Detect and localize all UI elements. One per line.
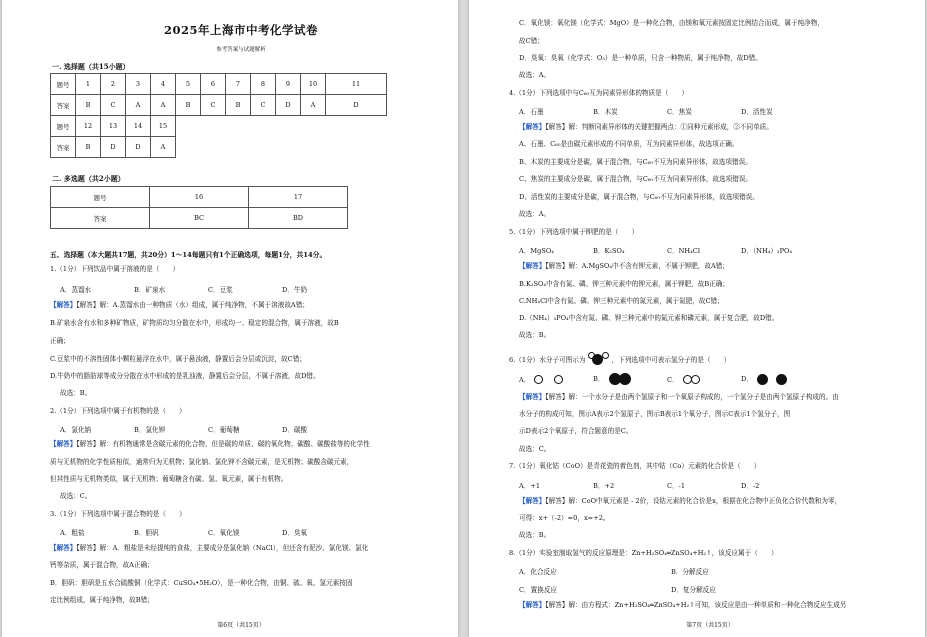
- question-5: 5.（1分）下列选项中属于钾肥的是（ ）: [509, 228, 639, 236]
- explanation-line: B．胆矾：胆矾是五水合硫酸铜（化学式：CuSO₄•5H₂O），是一种化合物，由铜、硫、氧、氢元素按固: [50, 579, 353, 587]
- section-1-heading: 一. 选择题（共15小题）: [52, 62, 130, 71]
- explanation-line: C.NH₄Cl中含有氮、磷、钾三种元素中的氮元素，属于氮肥，故C错；: [519, 297, 724, 305]
- explanation-line: 但其性质与无机物类似，属于无机物；葡萄糖含有碳、氢、氧元素，属于有机物。: [50, 475, 288, 483]
- question-6: [509, 354, 901, 366]
- explanation-text: 【解答】解：CoO中氧元素是 - 2价，设钴元素的化合价是x，根据在化合物中正负化合价代数和为零，: [545, 497, 842, 505]
- hydrogen-atom-icon: [554, 375, 563, 384]
- table-row: 题号 16 17: [51, 187, 348, 208]
- answer-line: 故选：A。: [519, 210, 551, 218]
- explanation-line: D．臭氧：臭氧（化学式：O₃）是一种单质，只含一种物质，属于纯净物，故D错。: [519, 54, 762, 62]
- explanation-line: 【解答】【解答】解：一个水分子是由两个氢原子和一个氧原子构成的，一个氢分子是由两个氢原子构成的。由: [519, 393, 839, 401]
- explanation-line: B、木炭的主要成分是碳，属于混合物，与C₆₀不互为同素异形体，故选项错误。: [519, 158, 752, 166]
- question-7: 7.（1分）氧化钴（CoO）是青花瓷的着色剂，其中钴（Co）元素的化合价是（ ）: [509, 462, 761, 470]
- explanation-text: 【解答】解：有机物通常是含碳元素的化合物，但是碳的单质、碳的氧化物、碳酸、碳酸盐等的化学性: [76, 440, 370, 448]
- explanation-line: 定比例组成，属于纯净物，故B错；: [50, 596, 154, 604]
- answer-line: 故选：C。: [519, 445, 551, 453]
- answer-line: 故选：B。: [519, 531, 551, 539]
- section-5-heading: 五、选择题（本大题共17题，共20分）1～14每题只有1个正确选项，每题1分，共14分。: [50, 251, 327, 259]
- explanation-line: 钙等杂质，属于混合物，故A正确；: [50, 561, 154, 569]
- oxygen-atom-icon: [619, 373, 631, 385]
- question-1-options: A．蒸馏水 B．矿泉水 C．豆浆 D．牛奶: [60, 286, 308, 294]
- question-3-options: A．粗盐 B．胆矾 C．氧化镁 D．臭氧: [60, 529, 308, 537]
- option-c: C．: [667, 374, 741, 385]
- exam-subtitle: 参考答案与试题解析: [216, 47, 266, 53]
- explanation-text: 【解答】解：由方程式：Zn+H₂SO₄═ZnSO₄+H₂↑可知，该反应是由一种单质和一种化合物反应生成另: [545, 601, 847, 609]
- answer-line: 故选：A。: [519, 71, 551, 79]
- page-6: [2, 0, 458, 637]
- table-row: 答案 BC BD: [51, 208, 348, 229]
- explanation-line: 质与无机物的化学性质相似，通常归为无机物；氯化钠、氯化钾不含碳元素，是无机物；碳酸含碳元素，: [50, 458, 354, 466]
- answer-line: 故选：C。: [60, 492, 92, 500]
- question-6-text-b: ，下列选项中可表示氢分子的是（ ）: [611, 356, 731, 364]
- table-row: 答案 B C A A B C B C D A D: [51, 95, 387, 116]
- question-5-options: A．MgSO₄ B．K₂SO₄ C．NH₄Cl D．（NH₄）₃PO₄: [519, 247, 793, 255]
- explanation-text: 【解答】解：A.MgSO₄中不含有钾元素，不属于钾肥，故A错；: [545, 262, 729, 270]
- explanation-text: 【解答】解：判断同素异形体的关键把握两点：①同种元素形成，②不同单质。: [545, 123, 773, 131]
- hydrogen-atom-icon: [691, 375, 700, 384]
- question-7-options: A．+1 B．+2 C．-1 D．-2: [519, 482, 760, 490]
- explanation-line: A、石墨、C₆₀是由碳元素形成的不同单质，互为同素异形体，故选项正确。: [519, 140, 739, 148]
- option-a: A．: [519, 374, 593, 385]
- question-2: 2.（1分）下列选项中属于有机物的是（ ）: [50, 407, 186, 415]
- table-row: 答案 B D D A: [51, 137, 387, 158]
- question-8: 8.（1分）实验室制取氢气的反应原理是：Zn+H₂SO₄═ZnSO₄+H₂↑，该反应属于（ ）: [509, 549, 778, 557]
- explanation-line: C、焦炭的主要成分是碳，属于混合物，与C₆₀不互为同素异形体，故选项错误。: [519, 175, 752, 183]
- water-molecule-icon: [588, 354, 610, 366]
- hydrogen-atom-icon: [534, 375, 543, 384]
- explanation-line: D.牛奶中的脂肪球等成分分散在水中形成的是乳浊液，静置后会分层，不属于溶液，故D错。: [50, 372, 320, 380]
- question-3: 3.（1分）下列选项中属于混合物的是（ ）: [50, 510, 186, 518]
- option-d: D．: [741, 373, 815, 385]
- explanation-line: 可得：x+（-2）=0，x=+2。: [519, 514, 610, 522]
- table-row: 题号 12 13 14 15: [51, 116, 387, 137]
- oxygen-atom-icon: [757, 374, 768, 385]
- exam-title: 2025年上海市中考化学试卷: [163, 23, 318, 37]
- explanation-line: 正确；: [50, 337, 70, 345]
- explanation-text: 【解答】解：一个水分子是由两个氢原子和一个氧原子构成的，一个氢分子是由两个氢原子构成的。由: [545, 393, 839, 401]
- explanation-line: 故C错；: [519, 37, 544, 45]
- explanation-line: 【解答】【解答】解：判断同素异形体的关键把握两点：①同种元素形成，②不同单质。: [519, 123, 773, 131]
- explanation-line: 【解答】【解答】解：A.蒸馏水由一种物质（水）组成，属于纯净物，不属于溶液故A错；: [50, 301, 309, 309]
- explanation-line: 【解答】【解答】解：A.MgSO₄中不含有钾元素，不属于钾肥，故A错；: [519, 262, 729, 270]
- oxygen-atom-icon: [776, 374, 787, 385]
- question-4-options: A．石墨 B．木炭 C．焦炭 D．活性炭: [519, 108, 773, 116]
- explanation-line: D、活性炭的主要成分是碳，属于混合物，与C₆₀不互为同素异形体，故选项错误。: [519, 193, 759, 201]
- explanation-line: D.（NH₄）₃PO₄中含有氮、磷、钾三种元素中的氮元素和磷元素，属于复合肥，故D错。: [519, 314, 779, 322]
- explanation-line: 【解答】【解答】解：CoO中氧元素是 - 2价，设钴元素的化合价是x，根据在化合物中正负化合价代数和为零，: [519, 497, 842, 505]
- question-1: 1.（1分）下列饮品中属于溶液的是（ ）: [50, 265, 180, 273]
- explanation-line: 水分子的构成可知，图示A表示2个氢原子，图示B表示1个氧分子，图示C表示1个氢分子，图: [519, 410, 791, 418]
- explanation-line: 示D表示2个氧原子，符合题意的是C。: [519, 427, 633, 435]
- explanation-line: B.矿泉水含有水和多种矿物质，矿物质均匀分散在水中，形成均一、稳定的混合物，属于溶液，故B: [50, 319, 339, 327]
- answer-table-1: [50, 73, 387, 158]
- question-6-text-a: 6.（1分）水分子可图示为: [509, 356, 586, 364]
- table-row: 题号 1 2 3 4 5 6 7 8 9 10 11: [51, 74, 387, 95]
- explanation-line: 【解答】【解答】解：有机物通常是含碳元素的化合物，但是碳的单质、碳的氧化物、碳酸、碳酸盐等的化学性: [50, 440, 370, 448]
- question-2-options: A．氯化钠 B．氯化钾 C．葡萄糖 D．碳酸: [60, 426, 308, 434]
- answer-line: 故选：B。: [519, 331, 551, 339]
- explanation-text: 【解答】解：A.蒸馏水由一种物质（水）组成，属于纯净物，不属于溶液故A错；: [76, 301, 309, 309]
- explanation-line: B.K₂SO₄中含有氮、磷、钾三种元素中的钾元素，属于钾肥，故B正确；: [519, 280, 729, 288]
- answer-table-2: [50, 186, 348, 229]
- question-4: 4.（1分）下列选项中与C₆₀互为同素异形体的物质是（ ）: [509, 89, 689, 97]
- page-footer: 第6页（共15页）: [217, 622, 265, 629]
- explanation-line: 【解答】【解答】解：A．粗盐是未经提纯的食盐，主要成分是氯化钠（NaCl），但还含有泥沙、氯化镁、氯化: [50, 544, 369, 552]
- explanation-text: 【解答】解：A．粗盐是未经提纯的食盐，主要成分是氯化钠（NaCl），但还含有泥沙、氯化镁、氯化: [76, 544, 369, 552]
- question-8-options: A．化合反应 B．分解反应 C．置换反应 D．复分解反应: [519, 568, 716, 594]
- question-6-options: [519, 373, 901, 385]
- section-2-heading: 二. 多选题（共2小题）: [52, 174, 125, 183]
- page-7: [469, 0, 925, 637]
- explanation-line: C．氧化镁：氧化镁（化学式：MgO）是一种化合物，由镁和氧元素按固定比例结合而成，属于纯净物，: [519, 19, 824, 27]
- answer-line: 故选：B。: [60, 389, 92, 397]
- option-b: B．: [593, 373, 667, 385]
- explanation-line: C.豆浆中的不溶性固体小颗粒悬浮在水中，属于悬浊液，静置后会分层或沉淀，故C错；: [50, 355, 306, 363]
- explanation-line: 【解答】【解答】解：由方程式：Zn+H₂SO₄═ZnSO₄+H₂↑可知，该反应是由一种单质和一种化合物反应生成另: [519, 601, 847, 609]
- page-footer: 第7页（共15页）: [686, 622, 734, 629]
